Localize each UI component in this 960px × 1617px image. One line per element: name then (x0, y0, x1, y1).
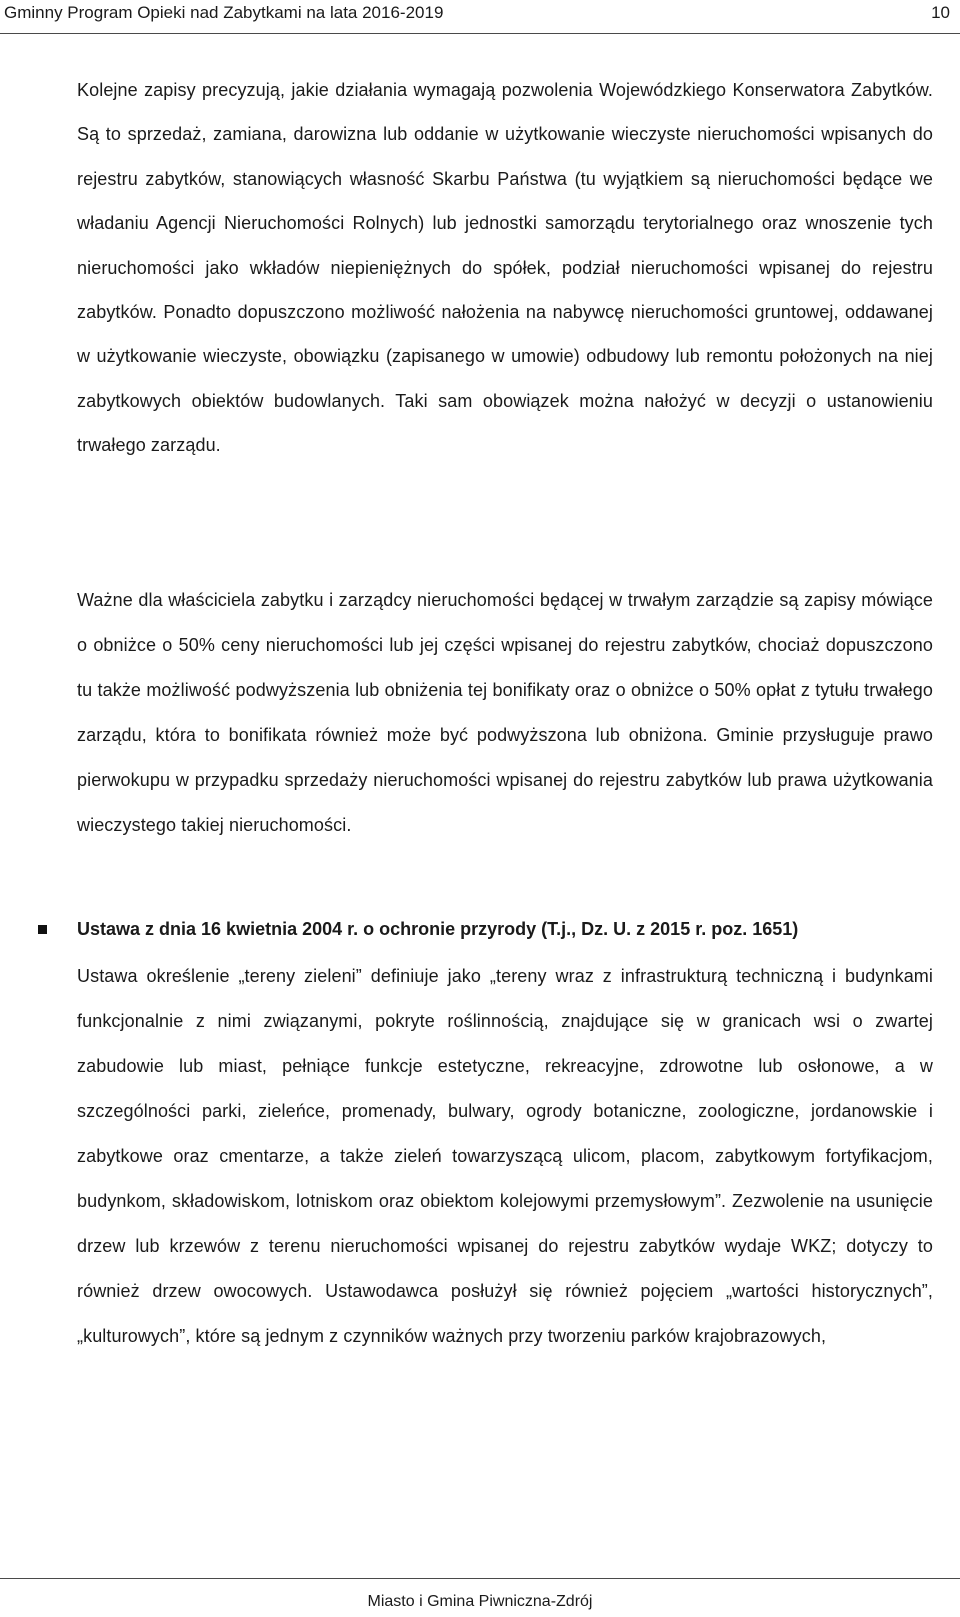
paragraph-green-areas: Ustawa określenie „tereny zieleni” definiuje jako „tereny wraz z infrastrukturą techniczną i budynkami funkcjonalnie z nimi związanymi, pokryte roślinnością, znajdujące się w granicach wsi o zwartej zabudowie lub miast, pełniące funkcje estetyczne, rekreacyjne, zdrowotne lub osłonowe, a w szczególności parki, zieleńce, promenady, bulwary, ogrody botaniczne, zoologiczne, jordanowskie i zabytkowe oraz cmentarze, a także zieleń towarzyszącą ulicom, placom, zabytkowym fortyfikacjom, budynkom, składowiskom, lotniskom oraz obiektom kolejowymi przemysłowym”. Zezwolenie na usunięcie drzew lub krzewów z terenu nieruchomości wpisanej do rejestru zabytków wydaje WKZ; dotyczy to również drzew owocowych. Ustawodawca posłużył się również pojęciem „wartości historycznych”, „kulturowych”, które są jednym z czynników ważnych przy tworzeniu parków krajobrazowych, (77, 966, 933, 1346)
header-title: Gminny Program Opieki nad Zabytkami na lata 2016-2019 (4, 3, 444, 22)
page-number: 10 (931, 3, 950, 22)
page-footer (0, 1578, 960, 1617)
square-bullet-icon (38, 925, 47, 934)
footer-divider (0, 1578, 960, 1579)
statute-heading: Ustawa z dnia 16 kwietnia 2004 r. o ochronie przyrody (T.j., Dz. U. z 2015 r. poz. 1651) (77, 919, 799, 939)
paragraph-permits: Kolejne zapisy precyzują, jakie działania wymagają pozwolenia Wojewódzkiego Konserwatora Zabytków. Są to sprzedaż, zamiana, darowizna lub oddanie w użytkowanie wieczyste nieruchomości wpisanych do rejestru zabytków, stanowiących własność Skarbu Państwa (tu wyjątkiem są nieruchomości będące we władaniu Agencji Nieruchomości Rolnych) lub jednostki samorządu terytorialnego oraz wnoszenie tych nieruchomości jako wkładów niepieniężnych do spółek, podział nieruchomości wpisanej do rejestru zabytków. Ponadto dopuszczono możliwość nałożenia na nabywcę nieruchomości gruntowej, oddawanej w użytkowanie wieczyste, obowiązku (zapisanego w umowie) odbudowy lub remontu położonych na niej zabytkowych obiektów budowlanych. Taki sam obowiązek można nałożyć w decyzji o ustanowieniu trwałego zarządu. (77, 80, 933, 456)
header-divider (0, 33, 960, 34)
paragraph-discounts: Ważne dla właściciela zabytku i zarządcy nieruchomości będącej w trwałym zarządzie są zapisy mówiące o obniżce o 50% ceny nieruchomości lub jej części wpisanej do rejestru zabytków, chociaż dopuszczono tu także możliwość podwyższenia lub obniżenia tej bonifikaty oraz o obniżce o 50% opłat z tytułu trwałego zarządu, która to bonifikata również może być podwyższona lub obniżona. Gminie przysługuje prawo pierwokupu w przypadku sprzedaży nieruchomości wpisanej do rejestru zabytków lub prawa użytkowania wieczystego takiej nieruchomości. (77, 590, 933, 835)
footer-text: Miasto i Gmina Piwniczna-Zdrój (367, 1593, 593, 1610)
page-header (0, 0, 960, 38)
